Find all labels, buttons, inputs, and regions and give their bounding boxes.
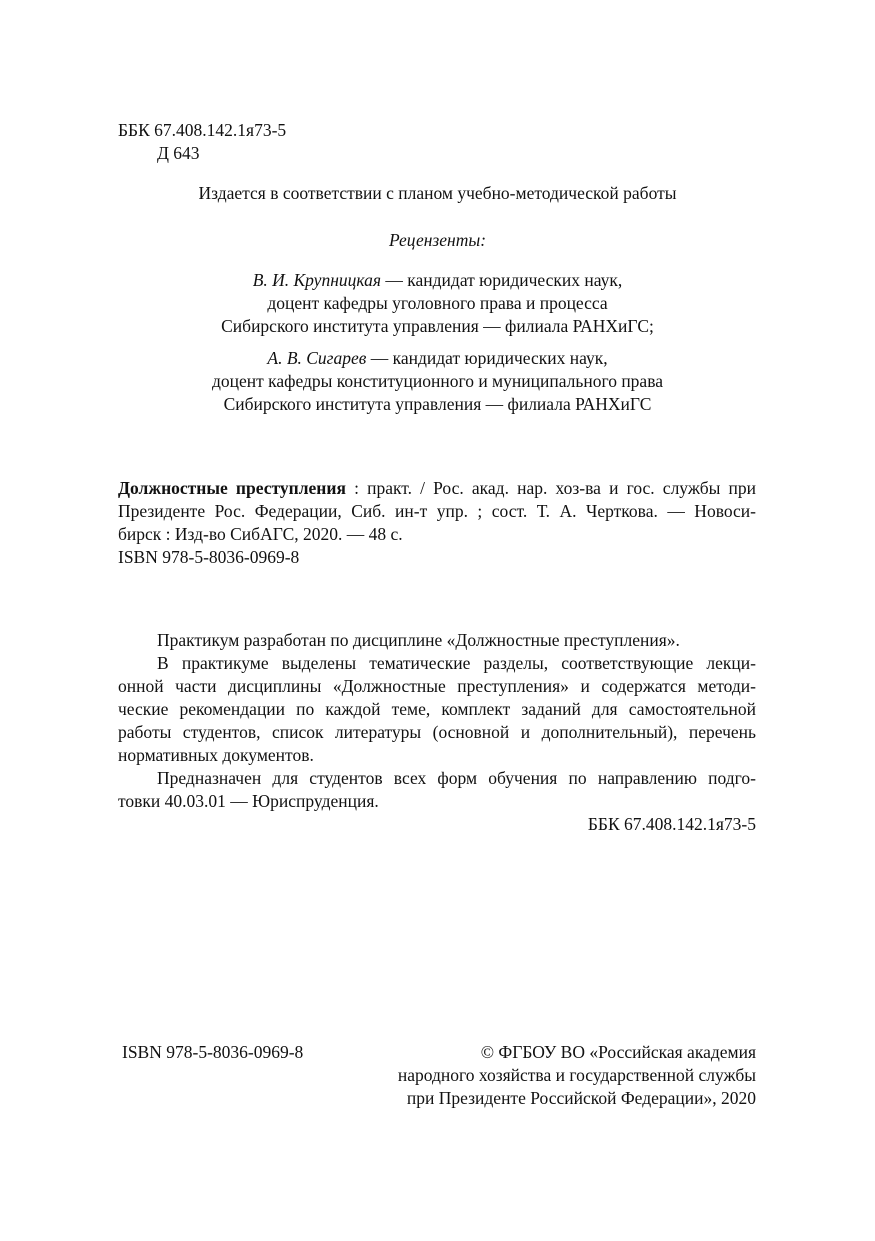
reviewer-1-line-1 (0, 269, 875, 292)
bibliographic-line-1-rest: : практ. / Рос. акад. нар. хоз-ва и гос. службы при (345, 478, 756, 498)
bibliographic-line-2: Президенте Рос. Федерации, Сиб. ин-т упр. ; сост. Т. А. Черткова. — Новоси- (118, 501, 756, 521)
reviewer-1-name: В. И. Крупницкая (252, 270, 382, 290)
publishing-note: Издается в соответствии с планом учебно-методической работы (198, 183, 677, 203)
bibliographic-line-3: бирск : Изд-во СибАГС, 2020. — 48 с. (118, 524, 403, 544)
copyright-line-3: при Президенте Российской Федерации», 2020 (406, 1088, 756, 1108)
bbk-code: ББК 67.408.142.1я73-5 (118, 120, 287, 140)
annotation-p2-line-4: работы студентов, список литературы (основной и дополнительный), перечень (118, 722, 756, 742)
reviewers-heading: Рецензенты: (388, 230, 487, 250)
reviewer-1-degree: — кандидат юридических наук, (381, 270, 623, 290)
reviewer-2-line-2: доцент кафедры конституционного и муниципального права (211, 371, 664, 391)
annotation-bbk: ББК 67.408.142.1я73-5 (587, 814, 756, 834)
annotation-p2-line-2: онной части дисциплины «Должностные преступления» и содержатся методи- (118, 676, 756, 696)
reviewer-2-degree: — кандидат юридических наук, (366, 348, 608, 368)
reviewer-2-line-3: Сибирского института управления — филиала РАНХиГС (223, 394, 652, 414)
annotation-p2-line-5: нормативных документов. (118, 745, 314, 765)
copyright-line-1: © ФГБОУ ВО «Российская академия (480, 1042, 756, 1062)
copyright-line-2: народного хозяйства и государственной службы (397, 1065, 756, 1085)
annotation-p2-line-1: В практикуме выделены тематические разделы, соответствующие лекци- (157, 653, 756, 673)
reviewer-2-name: А. В. Сигарев (267, 348, 367, 368)
reviewer-1-line-2: доцент кафедры уголовного права и процесса (267, 293, 608, 313)
footer-isbn: ISBN 978-5-8036-0969-8 (122, 1042, 304, 1062)
book-title: Должностные преступления (118, 478, 346, 498)
reviewer-2-line-1 (0, 347, 875, 370)
annotation-p3-line-2: товки 40.03.01 — Юриспруденция. (118, 791, 379, 811)
annotation-p3-line-1: Предназначен для студентов всех форм обучения по направлению подго- (157, 768, 756, 788)
annotation-paragraph-1: Практикум разработан по дисциплине «Должностные преступления». (157, 630, 680, 650)
reviewer-1-line-3: Сибирского института управления — филиала РАНХиГС; (221, 316, 654, 336)
author-mark: Д 643 (157, 143, 200, 163)
annotation-p2-line-3: ческие рекомендации по каждой теме, комплект заданий для самостоятельной (118, 699, 756, 719)
bibliographic-isbn: ISBN 978-5-8036-0969-8 (118, 547, 300, 567)
bibliographic-line-1 (118, 477, 756, 500)
